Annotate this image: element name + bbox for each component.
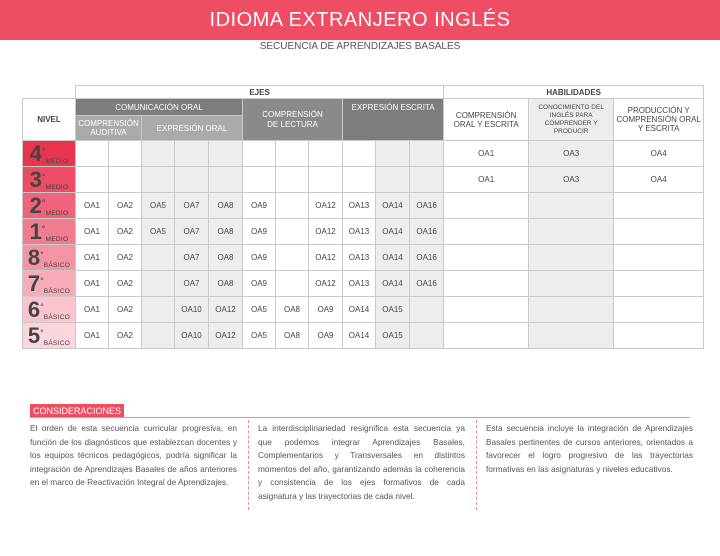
- nivel-degree: °: [40, 301, 44, 312]
- oa-cell: OA12: [309, 271, 343, 297]
- oa-cell: OA14: [343, 323, 376, 349]
- oa-cell: OA2: [109, 245, 142, 271]
- oa-cell: [142, 141, 175, 167]
- oa-cell: [142, 271, 175, 297]
- oa-cell: OA8: [209, 193, 243, 219]
- oa-cell: OA4: [614, 167, 704, 193]
- oa-cell: OA8: [276, 297, 309, 323]
- oa-cell: OA15: [376, 297, 410, 323]
- consideraciones-col-3: Esta secuencia incluye la integración de Aprendizajes Basales pertinentes de cursos anteriores, orientados a favorecer el logro progresivo de las trayectorias formativas en las asignaturas y niveles educativos.: [486, 423, 693, 474]
- oa-cell: OA2: [109, 297, 142, 323]
- oa-cell: OA5: [142, 219, 175, 245]
- oa-cell: OA10: [175, 323, 209, 349]
- oa-cell: [142, 167, 175, 193]
- habilidad-conocimiento-header: CONOCIMIENTO DEL INGLÉS PARA COMPRENDER Y PRODUCIR: [529, 99, 614, 141]
- oa-cell: [276, 193, 309, 219]
- oa-cell: [529, 219, 614, 245]
- oa-cell: OA2: [109, 219, 142, 245]
- oa-cell: OA14: [376, 219, 410, 245]
- table-row: [23, 271, 704, 297]
- oa-cell: OA13: [343, 245, 376, 271]
- oa-cell: [410, 167, 444, 193]
- oa-cell: OA2: [109, 271, 142, 297]
- oa-cell: OA8: [209, 219, 243, 245]
- nivel-degree: °: [40, 249, 44, 260]
- oa-cell: [243, 167, 276, 193]
- oa-cell: [444, 323, 529, 349]
- expresion-escrita-header: EXPRESIÓN ESCRITA: [343, 99, 444, 141]
- oa-cell: [444, 297, 529, 323]
- oa-cell: OA5: [243, 323, 276, 349]
- consideraciones-col-1: El orden de esta secuencia curricular progresiva, en función de los diagnósticos que establezcan docentes y los equipos técnicos pedagógicos, podría significar la integración de Aprendizajes Basales de años anteriores en el marco de Reactivación Integral de Aprendizajes.: [30, 423, 237, 487]
- nivel-level: BÁSICO: [43, 313, 71, 321]
- oa-cell: OA1: [444, 167, 529, 193]
- nivel-level: BÁSICO: [43, 287, 71, 295]
- oa-cell: OA7: [175, 219, 209, 245]
- oa-cell: [76, 141, 109, 167]
- oa-cell: [142, 245, 175, 271]
- oa-cell: [410, 141, 444, 167]
- oa-cell: [614, 219, 704, 245]
- table-row: [23, 297, 704, 323]
- oa-cell: [529, 245, 614, 271]
- oa-cell: OA7: [175, 245, 209, 271]
- oa-cell: OA12: [309, 219, 343, 245]
- nivel-level: MEDIO: [45, 183, 69, 191]
- oa-cell: [614, 245, 704, 271]
- habilidades-header: HABILIDADES: [444, 86, 704, 99]
- oa-cell: OA9: [309, 323, 343, 349]
- nivel-degree: °: [41, 171, 46, 182]
- oa-cell: [444, 271, 529, 297]
- oa-cell: [343, 167, 376, 193]
- oa-cell: OA1: [76, 297, 109, 323]
- oa-cell: OA14: [376, 245, 410, 271]
- nivel-number: 3: [29, 166, 42, 192]
- oa-cell: [276, 245, 309, 271]
- section-divider: [30, 417, 690, 418]
- oa-cell: OA8: [209, 245, 243, 271]
- comprension-auditiva-header: COMPRENSIÓN AUDITIVA: [76, 116, 142, 141]
- nivel-number: 8: [27, 244, 41, 270]
- consideraciones-title: CONSIDERACIONES: [30, 404, 124, 418]
- oa-cell: OA12: [209, 297, 243, 323]
- oa-cell: [209, 167, 243, 193]
- habilidad-produccion-header: PRODUCCIÓN Y COMPRENSIÓN ORAL Y ESCRITA: [614, 99, 704, 141]
- oa-cell: OA1: [444, 141, 529, 167]
- oa-cell: [309, 167, 343, 193]
- page-title-banner: [0, 0, 720, 40]
- page-subtitle: SECUENCIA DE APRENDIZAJES BASALES: [259, 41, 461, 52]
- nivel-cell: [23, 141, 76, 167]
- oa-cell: OA1: [76, 193, 109, 219]
- nivel-number: 7: [27, 270, 41, 296]
- nivel-level: MEDIO: [45, 235, 69, 243]
- oa-cell: [444, 219, 529, 245]
- oa-cell: OA16: [410, 271, 444, 297]
- oa-cell: OA9: [243, 271, 276, 297]
- oa-cell: OA2: [109, 323, 142, 349]
- oa-cell: OA1: [76, 271, 109, 297]
- table-row: [23, 323, 704, 349]
- oa-cell: [109, 167, 142, 193]
- oa-cell: OA9: [243, 245, 276, 271]
- nivel-number: 1: [29, 218, 42, 244]
- table-row: [23, 245, 704, 271]
- oa-cell: OA12: [309, 245, 343, 271]
- column-divider: [476, 420, 477, 510]
- nivel-level: MEDIO: [45, 209, 69, 217]
- nivel-cell: [23, 297, 76, 323]
- table-row: [23, 167, 704, 193]
- table-row: [23, 193, 704, 219]
- oa-cell: [376, 167, 410, 193]
- table-row: [23, 219, 704, 245]
- nivel-degree: °: [40, 275, 44, 286]
- oa-cell: OA16: [410, 245, 444, 271]
- oa-cell: OA1: [76, 323, 109, 349]
- oa-cell: OA12: [209, 323, 243, 349]
- oa-cell: OA14: [343, 297, 376, 323]
- comprension-lectura-header: COMPRENSIÓN DE LECTURA: [243, 99, 343, 141]
- nivel-degree: °: [41, 145, 46, 156]
- oa-cell: [276, 219, 309, 245]
- consideraciones-col-2: La interdisciplinariedad resignifica esta secuencia ya que podemos integrar Aprendizajes Basales, Complementarios y Transversales en distintos momentos del año, garantizando además la coherencia y consistencia de los ejes formativos de cada asignatura y las trayectorias de cada nivel.: [258, 423, 465, 501]
- oa-cell: [529, 271, 614, 297]
- oa-cell: [614, 271, 704, 297]
- nivel-cell: [23, 245, 76, 271]
- oa-cell: OA13: [343, 271, 376, 297]
- oa-cell: [529, 193, 614, 219]
- oa-cell: OA8: [276, 323, 309, 349]
- habilidad-comprension-header: COMPRENSIÓN ORAL Y ESCRITA: [444, 99, 529, 141]
- nivel-number: 6: [27, 296, 41, 322]
- expresion-oral-header: EXPRESIÓN ORAL: [142, 116, 243, 141]
- nivel-cell: [23, 323, 76, 349]
- nivel-number: 5: [27, 322, 41, 348]
- sequence-table: [22, 85, 704, 349]
- oa-cell: [175, 167, 209, 193]
- oa-cell: [410, 323, 444, 349]
- nivel-level: MEDIO: [45, 157, 69, 165]
- oa-cell: OA8: [209, 271, 243, 297]
- oa-cell: [276, 167, 309, 193]
- oa-cell: [410, 297, 444, 323]
- nivel-level: BÁSICO: [43, 261, 71, 269]
- oa-cell: [76, 167, 109, 193]
- oa-cell: [209, 141, 243, 167]
- oa-cell: OA10: [175, 297, 209, 323]
- nivel-degree: °: [41, 197, 46, 208]
- oa-cell: OA14: [376, 193, 410, 219]
- oa-cell: OA14: [376, 271, 410, 297]
- oa-cell: OA2: [109, 193, 142, 219]
- nivel-level: BÁSICO: [43, 339, 71, 347]
- table-body: [23, 141, 704, 349]
- oa-cell: [243, 141, 276, 167]
- oa-cell: OA7: [175, 193, 209, 219]
- oa-cell: [276, 141, 309, 167]
- oa-cell: [614, 323, 704, 349]
- oa-cell: [614, 297, 704, 323]
- oa-cell: OA16: [410, 219, 444, 245]
- nivel-cell: [23, 193, 76, 219]
- oa-cell: OA5: [243, 297, 276, 323]
- oa-cell: [529, 297, 614, 323]
- oa-cell: [614, 193, 704, 219]
- oa-cell: [444, 193, 529, 219]
- oa-cell: OA9: [309, 297, 343, 323]
- column-divider: [248, 420, 249, 510]
- oa-cell: OA9: [243, 219, 276, 245]
- oa-cell: OA5: [142, 193, 175, 219]
- oa-cell: OA3: [529, 141, 614, 167]
- oa-cell: OA1: [76, 219, 109, 245]
- oa-cell: [376, 141, 410, 167]
- nivel-number: 4: [29, 140, 42, 166]
- oa-cell: OA3: [529, 167, 614, 193]
- oa-cell: OA16: [410, 193, 444, 219]
- oa-cell: [109, 141, 142, 167]
- comunicacion-oral-header: COMUNICACIÓN ORAL: [76, 99, 243, 116]
- oa-cell: OA7: [175, 271, 209, 297]
- oa-cell: OA13: [343, 193, 376, 219]
- oa-cell: OA4: [614, 141, 704, 167]
- oa-cell: OA15: [376, 323, 410, 349]
- oa-cell: [276, 271, 309, 297]
- table-row: [23, 141, 704, 167]
- nivel-cell: [23, 167, 76, 193]
- oa-cell: [175, 141, 209, 167]
- page-title: IDIOMA EXTRANJERO INGLÉS: [209, 8, 511, 31]
- oa-cell: [142, 297, 175, 323]
- oa-cell: OA1: [76, 245, 109, 271]
- ejes-header: EJES: [76, 86, 444, 99]
- nivel-cell: [23, 271, 76, 297]
- oa-cell: OA13: [343, 219, 376, 245]
- oa-cell: OA9: [243, 193, 276, 219]
- oa-cell: OA12: [309, 193, 343, 219]
- oa-cell: [142, 323, 175, 349]
- nivel-number: 2: [29, 192, 42, 218]
- oa-cell: [444, 245, 529, 271]
- nivel-degree: °: [40, 327, 44, 338]
- oa-cell: [343, 141, 376, 167]
- nivel-header: NIVEL: [23, 99, 76, 141]
- oa-cell: [529, 323, 614, 349]
- nivel-cell: [23, 219, 76, 245]
- nivel-degree: °: [41, 223, 46, 234]
- oa-cell: [309, 141, 343, 167]
